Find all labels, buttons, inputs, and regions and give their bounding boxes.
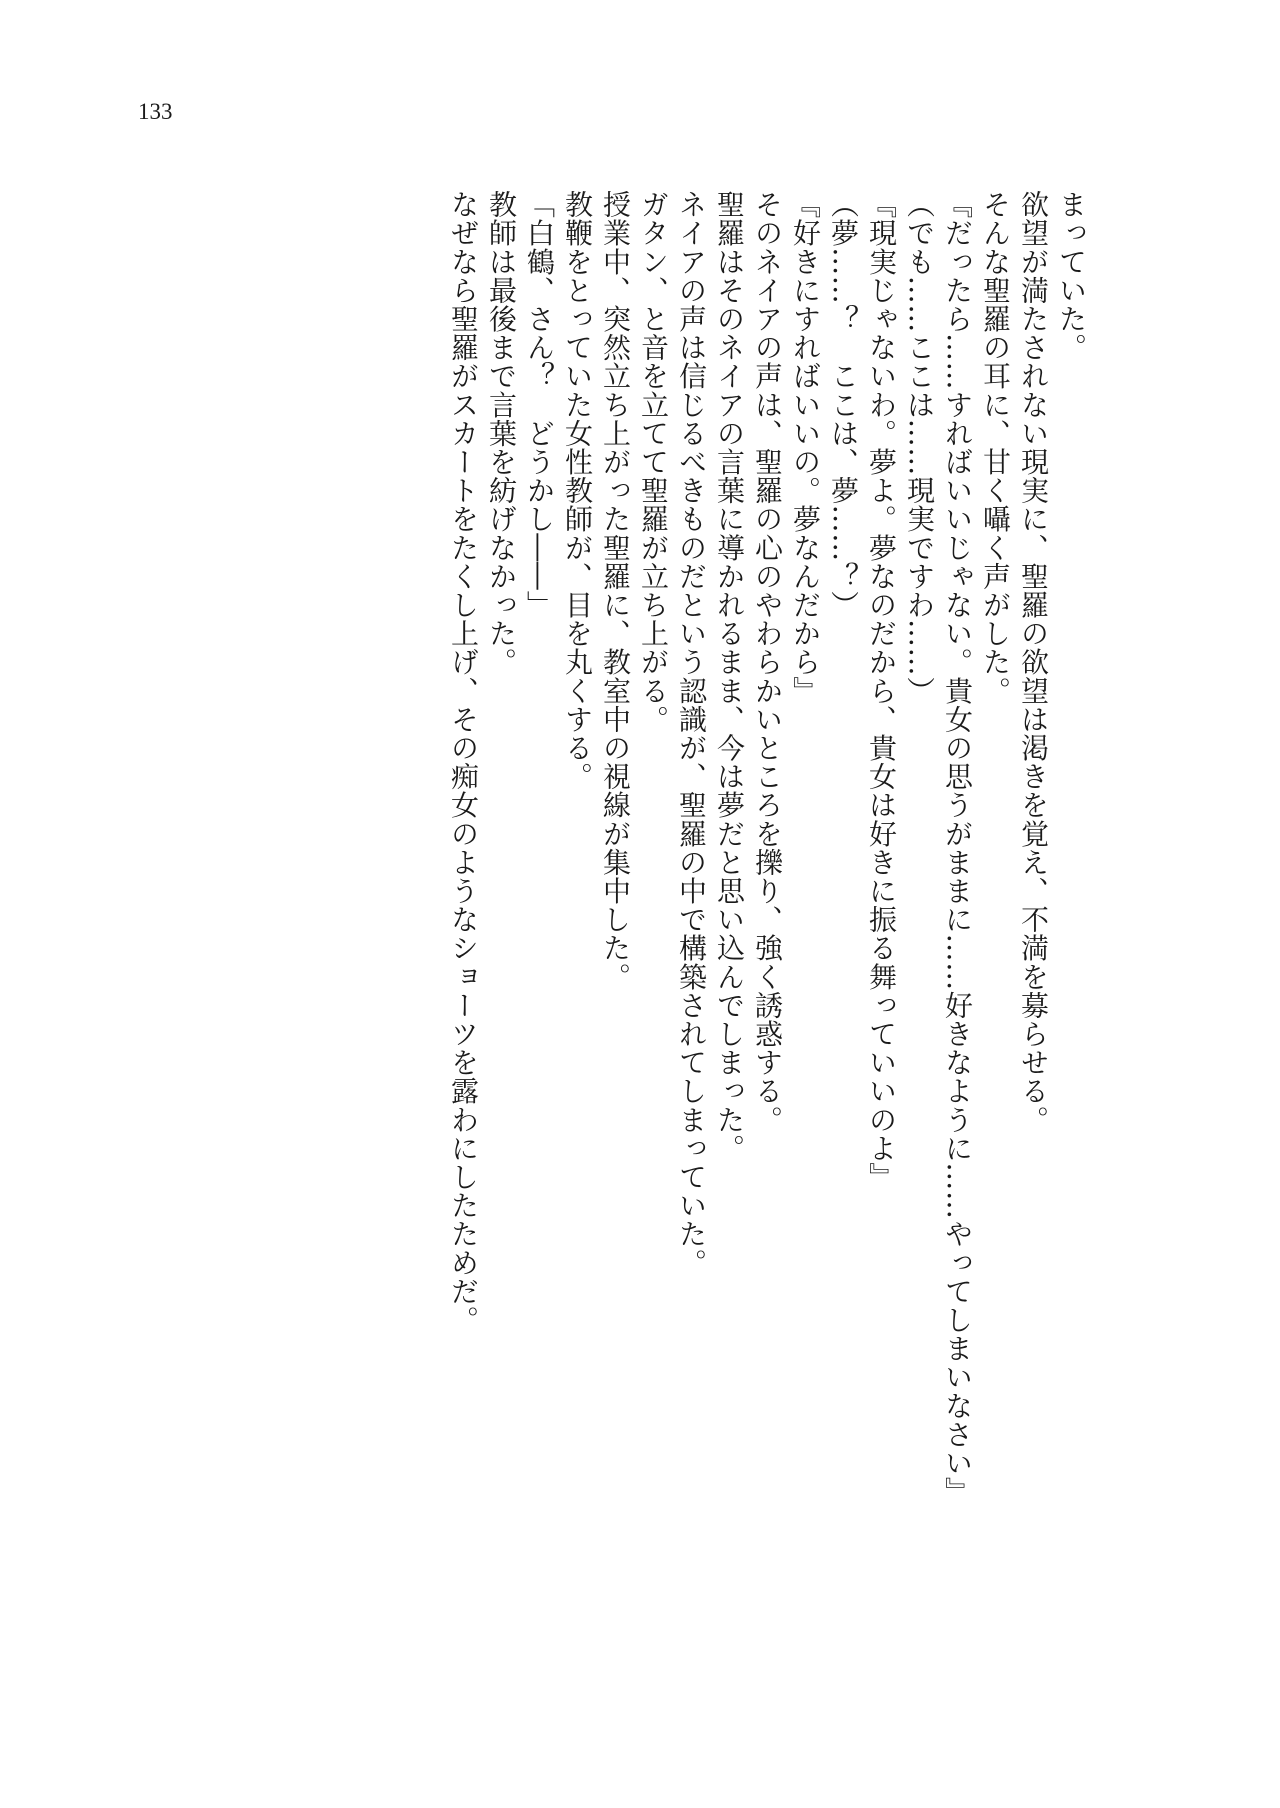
text-line: なぜなら聖羅がスカートをたくし上げ、その痴女のようなショーツを露わにしたためだ。: [447, 190, 480, 1334]
page-number: 133: [138, 99, 173, 124]
body-text: [444, 190, 1090, 1750]
text-line: 聖羅はそのネイアの言葉に導かれるまま、今は夢だと思い込んでしまった。: [713, 190, 746, 1163]
text-line: 教師は最後まで言葉を紡げなかった。: [485, 190, 518, 677]
text-line: 『好きにすればいいの。夢なんだから』: [789, 190, 822, 705]
text-line: 教鞭をとっていた女性教師が、目を丸くする。: [561, 190, 594, 791]
text-line: （でも……ここは……現実ですわ……）: [903, 190, 936, 705]
text-line: 『だったら……すればいいじゃない。貴女の思うがままに……好きなように……やってしまいなさい』: [941, 190, 974, 1506]
text-line: ガタン、と音を立てて聖羅が立ち上がる。: [637, 190, 670, 734]
text-line: まっていた。: [1055, 190, 1088, 362]
text-line: ネイアの声は信じるべきものだという認識が、聖羅の中で構築されてしまっていた。: [675, 190, 708, 1277]
text-line: 「白鶴、さん？ どうかし――」: [523, 190, 556, 619]
text-line: そのネイアの声は、聖羅の心のやわらかいところを擽り、強く誘惑する。: [751, 190, 784, 1134]
text-line: 『現実じゃないわ。夢よ。夢なのだから、貴女は好きに振る舞っていいのよ』: [865, 190, 898, 1191]
text-line: （夢……？ ここは、夢……？）: [827, 190, 860, 619]
text-line: 欲望が満たされない現実に、聖羅の欲望は渇きを覚え、不満を募らせる。: [1017, 190, 1050, 1134]
text-line: 授業中、突然立ち上がった聖羅に、教室中の視線が集中した。: [599, 190, 632, 991]
text-line: そんな聖羅の耳に、甘く囁く声がした。: [979, 190, 1012, 705]
